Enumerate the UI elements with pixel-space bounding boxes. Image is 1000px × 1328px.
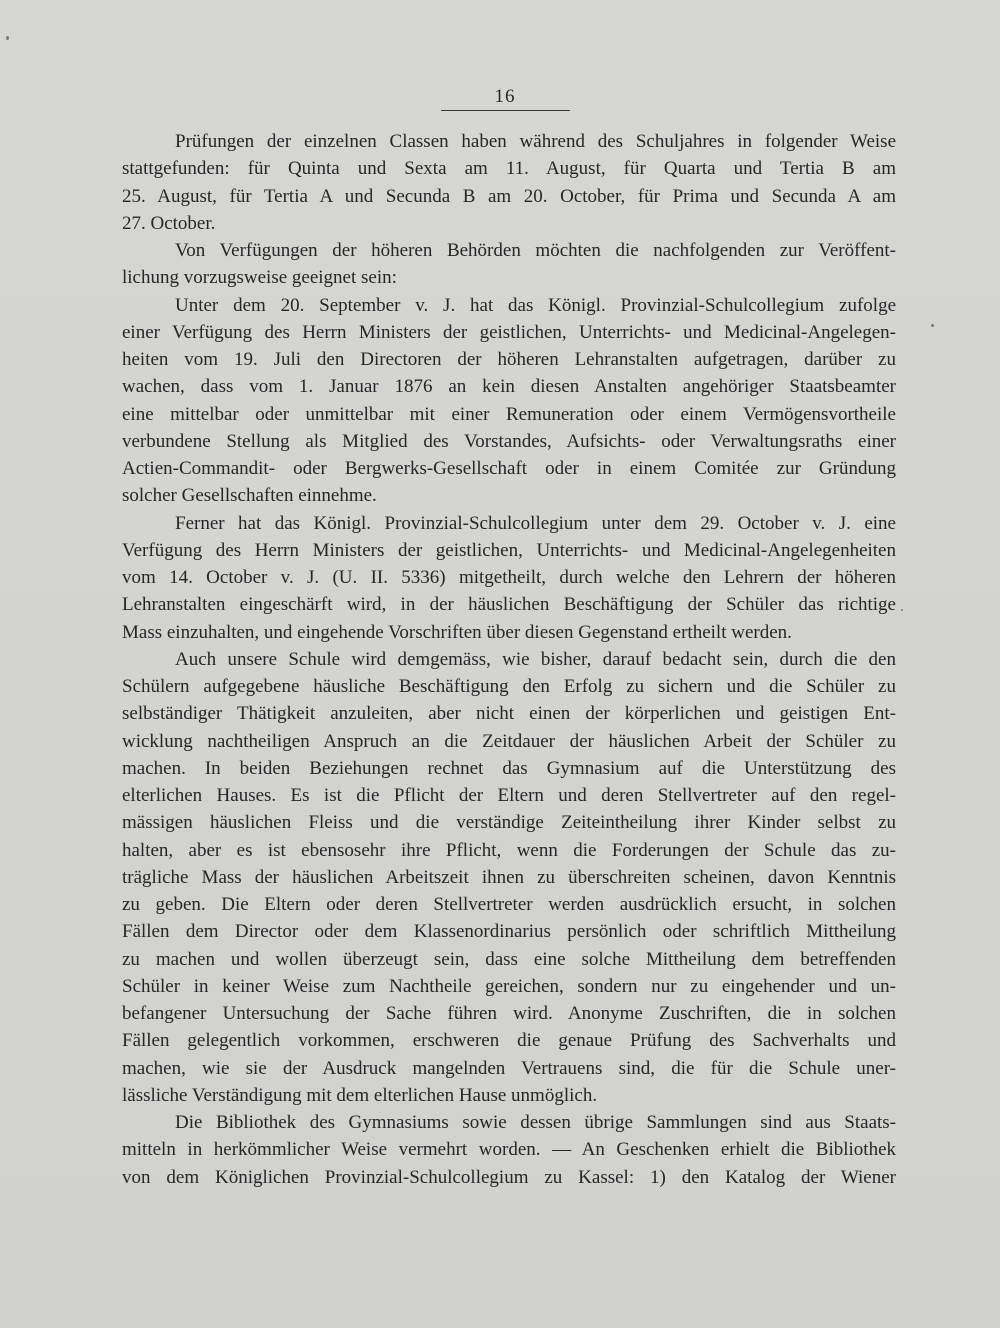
text-line: Auch unsere Schule wird demgemäss, wie bisher, darauf bedacht sein, durch die den [175,648,896,670]
text-line: machen. In beiden Beziehungen rechnet das Gymnasium auf die Unterstützung des [122,757,896,779]
text-line: trägliche Mass der häuslichen Arbeitszeit ihnen zu überschreiten scheinen, davon Kenntnis [122,866,896,888]
text-line: Prüfungen der einzelnen Classen haben während des Schuljahres in folgender Weise [175,131,896,152]
text-line: Die Bibliothek des Gymnasiums sowie dessen übrige Sammlungen sind aus Staats- [175,1112,896,1133]
text-line: von dem Königlichen Provinzial-Schulcollegium zu Kassel: 1) den Katalog der Wiener [122,1166,896,1188]
text-line: mässigen häuslichen Fleiss und die verständige Zeiteintheilung ihrer Kinder selbst zu [122,812,896,834]
text-line: Fällen dem Director oder dem Klassenordinarius persönlich oder schriftlich Mittheilung [122,921,896,943]
text-line: Mass einzuhalten, und eingehende Vorschriften über diesen Gegenstand ertheilt werden. [122,621,792,643]
text-line: Unter dem 20. September v. J. hat das Königl. Provinzial-Schulcollegium zufolge [175,294,896,316]
text-line: halten, aber es ist ebensosehr ihre Pflicht, wenn die Forderungen der Schule das zu- [122,839,896,861]
text-line: lässliche Verständigung mit dem elterlichen Hause unmöglich. [122,1084,598,1106]
text-line: lichung vorzugsweise geeignet sein: [122,267,397,289]
page-header [0,86,1000,111]
text-line: Schüler in keiner Weise zum Nachtheile gereichen, sondern nur zu eingehender und un- [122,975,896,997]
text-line: solcher Gesellschaften einnehme. [122,485,377,507]
paragraph [122,646,896,1109]
text-line: 25. August, für Tertia A und Secunda B am 20. October, für Prima und Secunda A am [122,185,896,207]
text-line: Lehranstalten eingeschärft wird, in der häuslichen Beschäftigung der Schüler das richtige [122,594,896,616]
text-line: elterlichen Hauses. Es ist die Pflicht der Eltern und deren Stellvertreter auf den regel- [122,785,896,806]
text-line: befangener Untersuchung der Sache führen wird. Anonyme Zuschriften, die in solchen [122,1003,896,1024]
text-line: Ferner hat das Königl. Provinzial-Schulcollegium unter dem 29. October v. J. eine [175,512,896,534]
text-line: verbundene Stellung als Mitglied des Vorstandes, Aufsichts- oder Verwaltungsraths einer [122,430,896,452]
text-line: 27. October. [122,212,216,234]
text-line: wachen, dass vom 1. Januar 1876 an kein diesen Anstalten angehöriger Staatsbeamter [122,376,896,398]
text-line: wicklung nachtheiligen Anspruch an die Zeitdauer der häuslichen Arbeit der Schüler zu [122,730,896,752]
paragraph [122,128,896,237]
text-line: vom 14. October v. J. (U. II. 5336) mitgetheilt, durch welche den Lehrern der höheren [122,567,896,588]
text-line: zu geben. Die Eltern oder deren Stellvertreter werden ausdrücklich ersucht, in solchen [122,894,896,915]
text-line: Actien-Commandit- oder Bergwerks-Gesellschaft oder in einem Comitée zur Gründung [122,458,896,479]
paragraph [122,1109,896,1191]
paragraph [122,292,896,510]
body-text [122,128,896,1191]
text-line: stattgefunden: für Quinta und Sexta am 11. August, für Quarta und Tertia B am [122,158,896,180]
text-line: mitteln in herkömmlicher Weise vermehrt worden. — An Geschenken erhielt die Bibliothek [122,1139,896,1161]
scan-speck [901,609,903,611]
text-line: selbständiger Thätigkeit anzuleiten, aber nicht einen der körperlichen und geistigen Ent- [122,703,896,725]
text-line: Fällen gelegentlich vorkommen, erschweren die genaue Prüfung des Sachverhalts und [122,1030,896,1052]
text-line: Verfügung des Herrn Ministers der geistlichen, Unterrichts- und Medicinal-Angelegenheiten [122,539,896,561]
scan-speck [931,324,934,327]
page-number: 16 [441,86,570,111]
text-line: eine mittelbar oder unmittelbar mit einer Remuneration oder einem Vermögensvortheile [122,403,896,425]
text-line: heiten vom 19. Juli den Directoren der höheren Lehranstalten aufgetragen, darüber zu [122,349,896,370]
paragraph [122,510,896,646]
text-line: einer Verfügung des Herrn Ministers der geistlichen, Unterrichts- und Medicinal-Angelegen- [122,321,896,343]
paragraph [122,237,896,292]
text-line: machen, wie sie der Ausdruck mangelnden Vertrauens sind, die für die Schule uner- [122,1057,896,1079]
text-line: zu machen und wollen überzeugt sein, dass eine solche Mittheilung dem betreffenden [122,948,896,970]
scan-speck [6,36,9,40]
text-line: Schülern aufgegebene häusliche Beschäftigung den Erfolg zu sichern und die Schüler zu [122,676,896,697]
text-line: Von Verfügungen der höheren Behörden möchten die nachfolgenden zur Veröffent- [175,240,896,261]
